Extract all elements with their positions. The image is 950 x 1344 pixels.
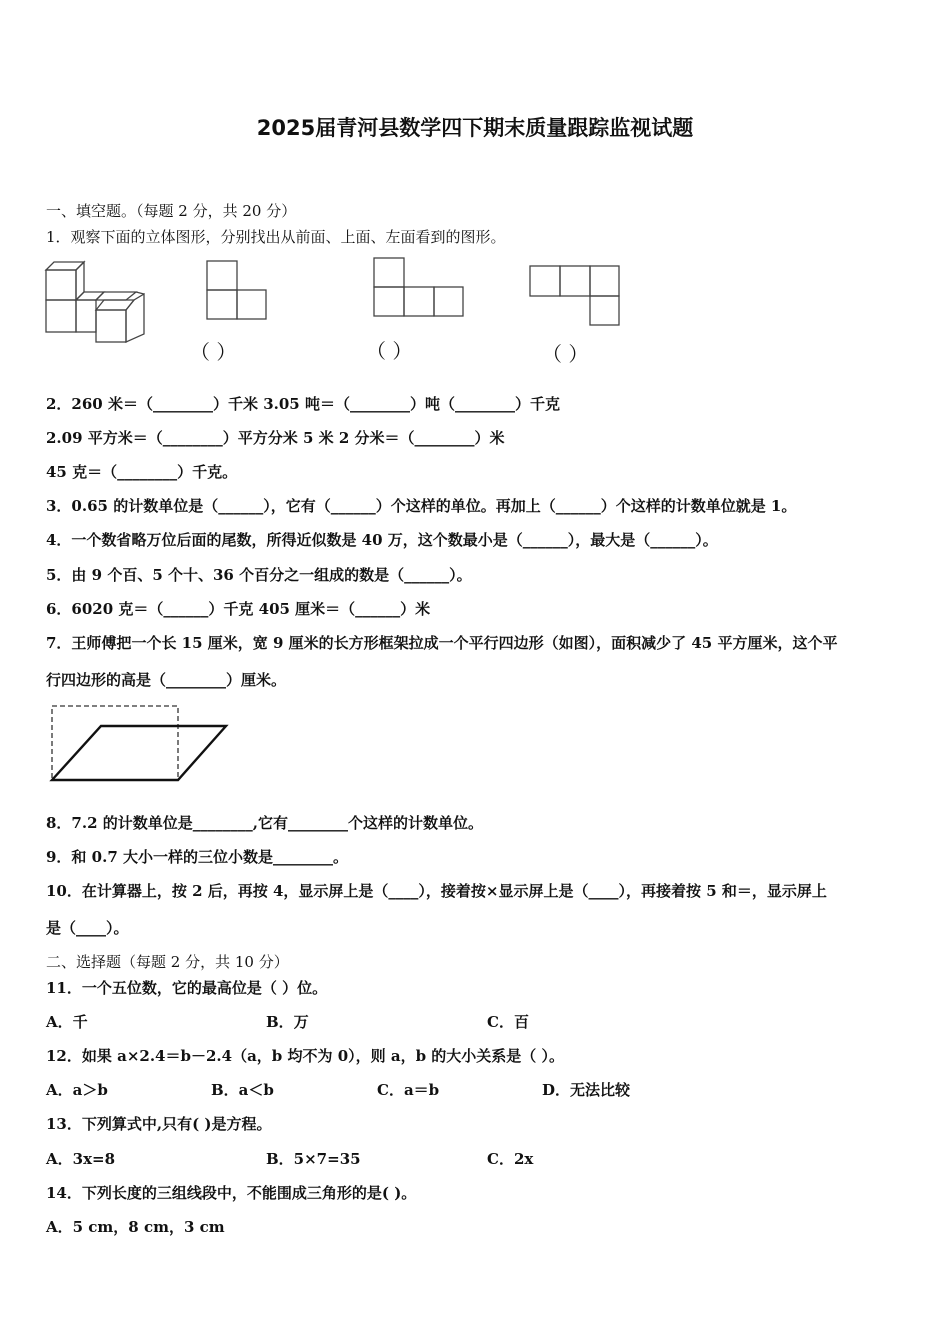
question-14: 14．下列长度的三组线段中，不能围成三角形的是( )。 bbox=[46, 1184, 417, 1202]
question-1: 1．观察下面的立体图形，分别找出从前面、上面、左面看到的图形。 bbox=[46, 228, 506, 246]
question-6: 6．6020 克＝（______）千克 405 厘米＝（______）米 bbox=[46, 600, 431, 618]
question-10-line-2: 是（____）。 bbox=[46, 919, 129, 937]
question-8: 8．7.2 的计数单位是________,它有________个这样的计数单位。 bbox=[46, 814, 483, 832]
q11-option-c[interactable]: C．百 bbox=[487, 1013, 529, 1031]
q12-option-a[interactable]: A．a＞b bbox=[46, 1081, 108, 1099]
section-heading-choice: 二、选择题（每题 2 分，共 10 分） bbox=[46, 953, 289, 971]
q12-option-b[interactable]: B．a＜b bbox=[211, 1081, 274, 1099]
question-2-line-2: 2.09 平方米＝（________）平方分米 5 米 2 分米＝（________）米 bbox=[46, 429, 505, 447]
q11-option-b[interactable]: B．万 bbox=[266, 1013, 309, 1031]
answer-blank-1[interactable]: （ ） bbox=[190, 340, 237, 364]
view-figure-3 bbox=[529, 265, 621, 327]
section-heading-fill: 一、填空题。（每题 2 分，共 20 分） bbox=[46, 202, 297, 220]
q13-option-c[interactable]: C．2x bbox=[487, 1150, 534, 1168]
q14-option-a[interactable]: A．5 cm，8 cm，3 cm bbox=[46, 1218, 225, 1236]
view-figure-1 bbox=[206, 259, 268, 321]
parallelogram-figure bbox=[48, 704, 232, 784]
question-11: 11．一个五位数，它的最高位是（ ）位。 bbox=[46, 979, 328, 997]
question-5: 5．由 9 个百、5 个十、36 个百分之一组成的数是（______）。 bbox=[46, 566, 472, 584]
q13-option-b[interactable]: B．5×7=35 bbox=[266, 1150, 361, 1168]
question-13: 13．下列算式中,只有( )是方程。 bbox=[46, 1115, 272, 1133]
question-7-line-1: 7．王师傅把一个长 15 厘米，宽 9 厘米的长方形框架拉成一个平行四边形（如图），面积减少了 45 平方厘米，这个平 bbox=[46, 634, 838, 652]
answer-blank-2[interactable]: （ ） bbox=[366, 339, 413, 363]
question-2-line-1: 2．260 米＝（________）千米 3.05 吨＝（________）吨（________）千克 bbox=[46, 395, 560, 413]
question-7-line-2: 行四边形的高是（________）厘米。 bbox=[46, 671, 287, 689]
answer-blank-3[interactable]: （ ） bbox=[542, 342, 589, 366]
question-12: 12．如果 a×2.4＝b－2.4（a，b 均不为 0），则 a，b 的大小关系是（ ）。 bbox=[46, 1047, 565, 1065]
question-4: 4．一个数省略万位后面的尾数，所得近似数是 40 万，这个数最小是（______），最大是（______）。 bbox=[46, 531, 718, 549]
q12-option-c[interactable]: C．a＝b bbox=[377, 1081, 440, 1099]
q12-option-d[interactable]: D．无法比较 bbox=[542, 1081, 631, 1099]
page-title: 2025届青河县数学四下期末质量跟踪监视试题 bbox=[256, 116, 694, 140]
view-figure-2 bbox=[373, 257, 465, 319]
q13-option-a[interactable]: A．3x=8 bbox=[46, 1150, 116, 1168]
solid-figure bbox=[44, 258, 150, 346]
question-3: 3．0.65 的计数单位是（______），它有（______）个这样的单位。再加上（______）个这样的计数单位就是 1。 bbox=[46, 497, 797, 515]
question-9: 9．和 0.7 大小一样的三位小数是________。 bbox=[46, 848, 348, 866]
q11-option-a[interactable]: A．千 bbox=[46, 1013, 88, 1031]
question-10-line-1: 10．在计算器上，按 2 后，再按 4，显示屏上是（____），接着按×显示屏上是（____），再接着按 5 和＝，显示屏上 bbox=[46, 882, 827, 900]
question-2-line-3: 45 克＝（________）千克。 bbox=[46, 463, 238, 481]
